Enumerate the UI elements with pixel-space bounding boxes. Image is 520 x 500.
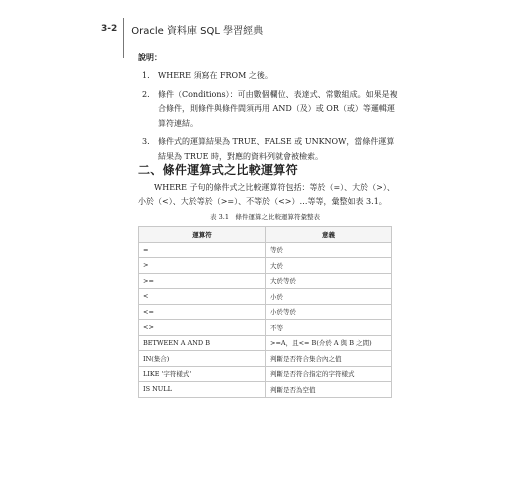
list-item <box>142 88 402 132</box>
column-header-meaning: 意義 <box>266 227 392 243</box>
meaning-cell: 等於 <box>266 242 392 258</box>
section-title: 二、條件運算式之比較運算符 <box>138 163 298 177</box>
table-row <box>139 273 392 289</box>
operator-cell: = <box>139 242 266 258</box>
list-item-text: 條件（Conditions）：可由數個欄位、表達式、常數組成。如果是複合條件，則條件與條件間須再用 AND（及）或 OR（或）等邏輯運算符連結。 <box>158 89 398 128</box>
list-item-text: 條件式的運算結果為 TRUE、FALSE 或 UNKNOW，當條件運算結果為 TRUE 時，對應的資料列就會被檢索。 <box>158 137 395 161</box>
notes-title: 說明： <box>138 52 162 62</box>
operator-cell: <> <box>139 320 266 336</box>
page-header <box>101 22 263 36</box>
list-item-number: 1. <box>142 71 150 80</box>
table-row <box>139 366 392 382</box>
meaning-cell: 大於等於 <box>266 273 392 289</box>
operator-cell: IS NULL <box>139 382 266 398</box>
table-row <box>139 258 392 274</box>
list-item-number: 2. <box>142 89 150 99</box>
meaning-cell: 判斷是否符合集合內之值 <box>266 351 392 367</box>
operator-cell: < <box>139 289 266 305</box>
list-item <box>142 135 402 164</box>
body-paragraph: WHERE 子句的條件式之比較運算符包括：等於（=）、大於（>）、小於（<）、大於等於（>=）、不等於（<>）…等等，彙整如表 3.1。 <box>138 183 395 206</box>
operator-cell: LIKE '字符樣式' <box>139 366 266 382</box>
operator-cell: > <box>139 258 266 274</box>
operator-cell: <= <box>139 304 266 320</box>
table-caption: 表 3.1 條件運算之比較運算符彙整表 <box>210 213 320 221</box>
table-header-row <box>139 227 392 243</box>
table-row <box>139 351 392 367</box>
header-divider <box>123 18 124 58</box>
operator-cell: BETWEEN A AND B <box>139 335 266 351</box>
operator-cell: >= <box>139 273 266 289</box>
meaning-cell: 不等 <box>266 320 392 336</box>
page-number: 3-2 <box>101 24 118 34</box>
meaning-cell: 判斷是否符合指定的字符樣式 <box>266 366 392 382</box>
column-header-operator: 運算符 <box>139 227 266 243</box>
meaning-cell: 大於 <box>266 258 392 274</box>
table-row <box>139 335 392 351</box>
list-item-number: 3. <box>142 137 150 146</box>
meaning-cell: >=A，且<= B(介於 A 與 B 之間) <box>266 335 392 351</box>
table-row <box>139 382 392 398</box>
operator-cell: IN(集合) <box>139 351 266 367</box>
operator-table <box>138 226 392 398</box>
table-row <box>139 289 392 305</box>
table-row <box>139 304 392 320</box>
notes-list <box>142 69 402 168</box>
list-item-text: WHERE 須寫在 FROM 之後。 <box>158 71 273 80</box>
meaning-cell: 小於等於 <box>266 304 392 320</box>
book-title: Oracle 資料庫 SQL 學習經典 <box>131 25 264 37</box>
meaning-cell: 小於 <box>266 289 392 305</box>
table-row <box>139 242 392 258</box>
meaning-cell: 判斷是否為空值 <box>266 382 392 398</box>
table-row <box>139 320 392 336</box>
list-item <box>142 69 402 84</box>
